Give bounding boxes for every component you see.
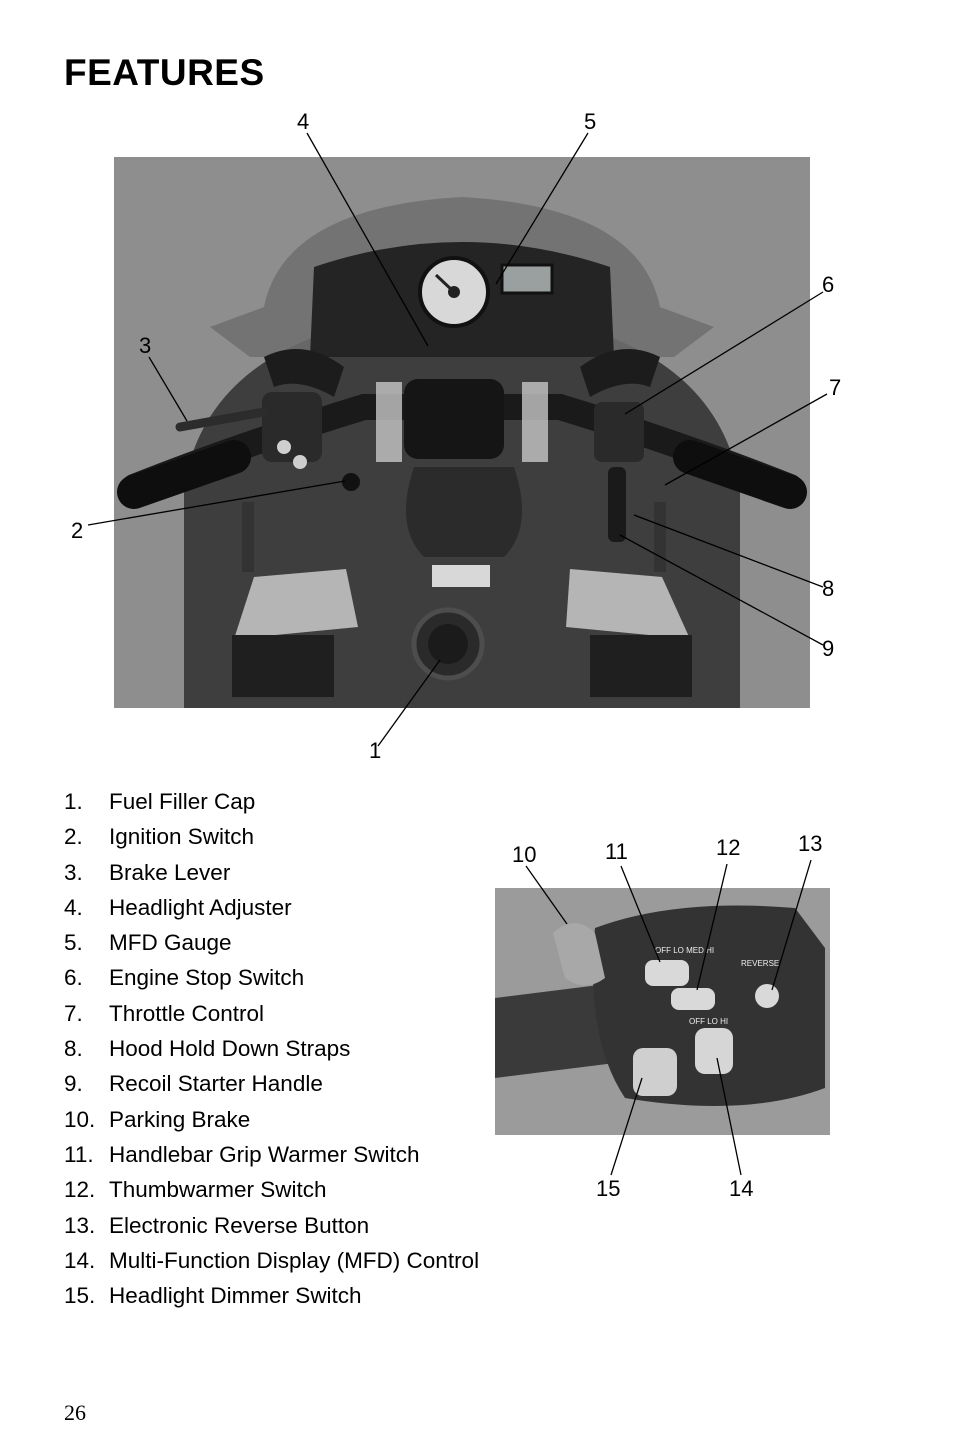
parts-list	[64, 786, 479, 1315]
callout-6: 6	[822, 272, 835, 297]
callout-8: 8	[822, 576, 835, 601]
list-item: 15. Headlight Dimmer Switch	[64, 1283, 362, 1309]
list-item: 14. Multi-Function Display (MFD) Control	[64, 1247, 480, 1273]
callout-2: 2	[71, 518, 84, 543]
control-pod-photo	[495, 888, 830, 1135]
snowmobile-illustration	[114, 157, 810, 708]
callout-4: 4	[297, 109, 310, 134]
callout-9: 9	[822, 636, 835, 661]
list-item: 4. Headlight Adjuster	[64, 894, 292, 920]
callout-3: 3	[139, 333, 152, 358]
list-item: 5. MFD Gauge	[64, 930, 232, 956]
list-item: 8. Hood Hold Down Straps	[64, 1036, 351, 1062]
mfd-control-label: OFF LO HI	[689, 1017, 729, 1026]
callout-10: 10	[512, 842, 537, 867]
list-item: 6. Engine Stop Switch	[64, 965, 305, 991]
grip-warmer-switch-label: OFF LO MED HI	[655, 946, 715, 955]
list-item: 7. Throttle Control	[64, 1000, 265, 1026]
callout-1: 1	[369, 738, 382, 763]
list-item: 11. Handlebar Grip Warmer Switch	[64, 1141, 420, 1167]
list-item: 9. Recoil Starter Handle	[64, 1071, 323, 1097]
page-number: 26	[64, 1400, 86, 1425]
control-pod-illustration	[495, 888, 830, 1135]
callout-7: 7	[829, 375, 842, 400]
reverse-button-label: REVERSE	[741, 959, 780, 968]
list-item: 2. Ignition Switch	[64, 824, 255, 850]
callout-14: 14	[729, 1176, 754, 1201]
list-item: 12. Thumbwarmer Switch	[64, 1177, 327, 1203]
list-item: 10. Parking Brake	[64, 1106, 251, 1132]
callout-13: 13	[798, 831, 823, 856]
callout-5: 5	[584, 109, 597, 134]
snowmobile-dash-photo	[114, 157, 810, 708]
page-title: FEATURES	[64, 52, 265, 93]
list-item: 3. Brake Lever	[64, 859, 231, 885]
list-item: 1. Fuel Filler Cap	[64, 789, 256, 814]
callout-15: 15	[596, 1176, 621, 1201]
callout-11: 11	[605, 839, 628, 864]
callout-12: 12	[716, 835, 741, 860]
list-item: 13. Electronic Reverse Button	[64, 1212, 370, 1238]
